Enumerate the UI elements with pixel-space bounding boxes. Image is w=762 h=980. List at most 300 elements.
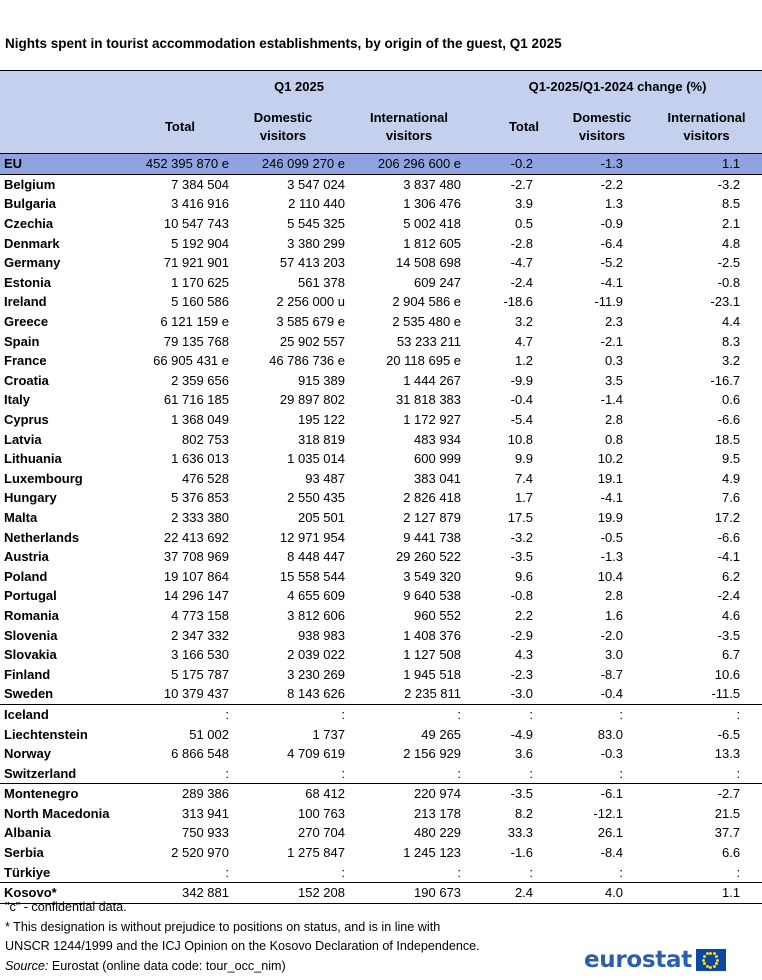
cell-domestic: 1 737 <box>312 726 345 742</box>
cell-change-domestic: 2.3 <box>604 314 624 330</box>
cell-change-domestic: -5.2 <box>600 255 624 271</box>
cell-domestic: 4 655 609 <box>287 588 345 604</box>
cell-change-international: 0.6 <box>721 392 741 408</box>
table-row <box>0 390 762 410</box>
table-row <box>0 684 762 704</box>
cell-international: 960 552 <box>414 607 462 623</box>
cell-international: 1 172 927 <box>403 412 462 428</box>
cell-domestic: 2 550 435 <box>287 490 345 506</box>
row-label: Malta <box>4 509 38 525</box>
cell-change-international: 6.6 <box>721 845 741 861</box>
cell-domestic: 46 786 736 e <box>269 353 345 369</box>
cell-domestic: 3 380 299 <box>287 235 345 251</box>
cell-change-total: -3.2 <box>510 529 534 545</box>
cell-domestic: 915 389 <box>298 372 345 388</box>
row-label: North Macedonia <box>4 805 110 821</box>
table-row <box>0 784 762 804</box>
table-row <box>0 214 762 234</box>
table-row <box>0 744 762 764</box>
cell-international: 1 812 605 <box>403 235 462 251</box>
row-label: Ireland <box>4 294 47 310</box>
table-row <box>0 410 762 430</box>
row-label: Montenegro <box>0 784 125 804</box>
row-label: Cyprus <box>4 412 49 428</box>
cell-change-domestic: 1.3 <box>604 196 624 212</box>
cell-domestic: 195 122 <box>298 412 345 428</box>
cell-domestic: 93 487 <box>305 470 345 486</box>
cell-international: 3 837 480 <box>403 176 462 192</box>
table-row <box>0 823 762 843</box>
col-header-international: International visitors <box>353 101 473 154</box>
table-row <box>0 843 762 863</box>
flag-star-icon <box>715 955 718 958</box>
cell-domestic: 3 547 024 <box>287 176 345 192</box>
cell-total: 6 866 548 <box>171 746 229 762</box>
cell-change-total: -4.9 <box>510 726 534 742</box>
cell-change-international: 21.5 <box>714 805 741 821</box>
cell-change-domestic: -8.4 <box>600 845 624 861</box>
cell-change-international: -6.6 <box>717 412 741 428</box>
row-label: Portugal <box>4 588 57 604</box>
cell-change-total: 8.2 <box>514 805 534 821</box>
cell-domestic: 15 558 544 <box>279 568 345 584</box>
cell-total: 5 160 586 <box>171 294 229 310</box>
row-label: Luxembourg <box>4 470 83 486</box>
cell-change-domestic: 26.1 <box>597 825 624 841</box>
cell-domestic: 318 819 <box>298 431 345 447</box>
cell-domestic: 561 378 <box>298 274 345 290</box>
table-row <box>0 449 762 469</box>
cell-change-domestic: -2.1 <box>600 333 624 349</box>
row-label: Austria <box>4 549 49 565</box>
cell-change-international: 13.3 <box>714 746 741 762</box>
cell-change-international: : <box>736 765 741 781</box>
cell-international: 383 041 <box>414 470 462 486</box>
cell-change-total: -3.5 <box>473 784 553 804</box>
cell-change-international: 6.7 <box>721 647 741 663</box>
cell-change-domestic: 0.8 <box>604 431 624 447</box>
cell-change-domestic: -1.3 <box>553 154 651 175</box>
cell-change-domestic: -2.0 <box>600 627 624 643</box>
cell-change-international: -6.5 <box>717 726 741 742</box>
cell-change-total: -2.7 <box>510 176 534 192</box>
cell-change-domestic: -1.3 <box>600 549 624 565</box>
cell-domestic: 3 585 679 e <box>276 314 345 330</box>
cell-domestic: 2 110 440 <box>288 196 345 212</box>
row-label: EU <box>0 154 125 175</box>
cell-change-domestic: 4.0 <box>553 882 651 903</box>
cell-change-domestic: -4.1 <box>600 490 624 506</box>
cell-international: 31 818 383 <box>395 392 462 408</box>
cell-domestic: 152 208 <box>235 882 353 903</box>
cell-change-total: 4.7 <box>514 333 534 349</box>
cell-change-total: 4.3 <box>514 647 534 663</box>
cell-change-domestic: 19.9 <box>597 509 624 525</box>
cell-change-domestic: : <box>553 704 651 724</box>
cell-change-international: 4.9 <box>721 470 741 486</box>
cell-change-international: 4.8 <box>721 235 741 251</box>
cell-domestic: 2 039 022 <box>287 647 345 663</box>
cell-international: 480 229 <box>414 825 462 841</box>
cell-change-total: 9.6 <box>514 568 534 584</box>
cell-international: 2 904 586 e <box>392 294 462 310</box>
cell-international: 3 549 320 <box>403 568 462 584</box>
cell-change-international: -0.8 <box>717 274 741 290</box>
cell-total: 71 921 901 <box>163 255 229 271</box>
cell-international: 609 247 <box>414 274 462 290</box>
cell-domestic: : <box>341 765 345 781</box>
table-title: Nights spent in tourist accommodation establishments, by origin of the guest, Q1 2025 <box>5 36 562 51</box>
header-group-q1-2025: Q1 2025 <box>125 71 473 102</box>
row-label: Germany <box>4 255 61 271</box>
row-label: Latvia <box>4 431 42 447</box>
cell-change-international: 17.2 <box>714 509 741 525</box>
table-row <box>0 527 762 547</box>
cell-change-international: 4.4 <box>721 314 741 330</box>
table-row <box>0 566 762 586</box>
row-label: Slovakia <box>4 647 57 663</box>
cell-total: 5 175 787 <box>171 666 229 682</box>
table-row <box>0 804 762 824</box>
cell-domestic: 68 412 <box>235 784 353 804</box>
cell-total: 750 933 <box>182 825 229 841</box>
row-label: Italy <box>4 392 31 408</box>
cell-international: 1 127 508 <box>403 647 462 663</box>
cell-change-domestic: 0.3 <box>604 353 624 369</box>
row-label: Croatia <box>4 372 49 388</box>
cell-change-international: -23.1 <box>710 294 741 310</box>
cell-change-domestic: -0.5 <box>600 529 624 545</box>
cell-change-total: -5.4 <box>510 412 534 428</box>
cell-change-domestic: 83.0 <box>597 726 624 742</box>
eurostat-logo <box>584 945 726 975</box>
flag-star-icon <box>715 962 718 965</box>
cell-change-international: -2.7 <box>651 784 762 804</box>
cell-change-international: 10.6 <box>714 666 741 682</box>
cell-total: 51 002 <box>189 726 229 742</box>
table-row <box>0 292 762 312</box>
cell-change-total: -1.6 <box>510 845 534 861</box>
cell-change-total: 3.2 <box>514 314 534 330</box>
row-label: Sweden <box>4 686 54 702</box>
cell-domestic: 8 448 447 <box>287 549 345 565</box>
cell-change-total: -0.8 <box>510 588 534 604</box>
cell-domestic: 5 545 325 <box>287 216 345 232</box>
col-header-change-total: Total <box>473 101 553 154</box>
cell-change-domestic: -2.2 <box>600 176 624 192</box>
cell-change-total: 10.8 <box>507 431 534 447</box>
row-label: Denmark <box>4 235 60 251</box>
cell-total: 476 528 <box>182 470 229 486</box>
row-label: Lithuania <box>4 451 62 467</box>
cell-change-total: -0.4 <box>510 392 534 408</box>
cell-change-total: 9.9 <box>514 451 534 467</box>
cell-change-domestic: 3.5 <box>604 372 624 388</box>
row-label: Finland <box>4 666 51 682</box>
col-header-change-international: International visitors <box>651 101 762 154</box>
cell-change-domestic: -1.4 <box>600 392 624 408</box>
cell-international: 483 934 <box>414 431 462 447</box>
cell-change-total: -9.9 <box>510 372 534 388</box>
cell-change-international: -3.2 <box>717 176 741 192</box>
row-label: Norway <box>4 746 51 762</box>
cell-change-international: -6.6 <box>717 529 741 545</box>
table-row <box>0 704 762 724</box>
cell-total: 1 636 013 <box>171 451 229 467</box>
cell-total: 10 547 743 <box>163 216 229 232</box>
cell-international: 600 999 <box>414 451 462 467</box>
cell-international: 2 235 811 <box>404 686 462 702</box>
cell-change-international: 8.5 <box>721 196 741 212</box>
row-label: Bulgaria <box>4 196 57 212</box>
cell-total: 66 905 431 e <box>153 353 229 369</box>
cell-international: 20 118 695 e <box>386 353 462 369</box>
cell-change-domestic: 10.2 <box>597 451 624 467</box>
cell-total: 1 368 049 <box>171 412 229 428</box>
row-label: Romania <box>4 607 59 623</box>
cell-change-domestic: -0.3 <box>600 746 624 762</box>
cell-international: 1 306 476 <box>403 196 462 212</box>
cell-change-total: : <box>473 704 553 724</box>
cell-total: 3 166 530 <box>171 647 229 663</box>
row-label: Poland <box>4 568 48 584</box>
cell-change-domestic: 3.0 <box>604 647 624 663</box>
table-row <box>0 586 762 606</box>
row-label: Spain <box>4 333 40 349</box>
cell-international: 2 826 418 <box>403 490 462 506</box>
footnote-kosovo-2: UNSCR 1244/1999 and the ICJ Opinion on the Kosovo Declaration of Independence. <box>5 939 480 953</box>
cell-change-international: -4.1 <box>717 549 741 565</box>
cell-international: : <box>457 864 462 880</box>
cell-change-total: 3.9 <box>514 196 534 212</box>
flag-star-icon <box>709 966 712 969</box>
header-group-change: Q1-2025/Q1-2024 change (%) <box>473 71 762 102</box>
table-body <box>0 154 762 904</box>
row-label: Greece <box>4 314 49 330</box>
cell-change-domestic: -11.9 <box>594 294 624 310</box>
cell-international: 206 296 600 e <box>353 154 473 175</box>
row-label: France <box>4 353 47 369</box>
row-label: Albania <box>4 825 51 841</box>
cell-total: 37 708 969 <box>163 549 229 565</box>
cell-total: 2 520 970 <box>171 845 229 861</box>
table-row <box>0 154 762 175</box>
cell-total: : <box>225 864 229 880</box>
statistics-table <box>0 70 762 904</box>
footnotes <box>5 898 480 976</box>
cell-change-total: -18.6 <box>503 294 534 310</box>
cell-total: 313 941 <box>182 805 229 821</box>
cell-international: 190 673 <box>353 882 473 903</box>
cell-change-total: 17.5 <box>507 509 534 525</box>
cell-domestic: 12 971 954 <box>279 529 345 545</box>
cell-change-domestic: 19.1 <box>597 470 624 486</box>
source-text: Eurostat (online data code: tour_occ_nim) <box>48 958 286 973</box>
cell-change-domestic: -6.1 <box>553 784 651 804</box>
cell-domestic: 1 035 014 <box>287 451 345 467</box>
table-row <box>0 273 762 293</box>
cell-domestic: 246 099 270 e <box>235 154 353 175</box>
logo-text: eurostat <box>584 947 692 973</box>
cell-total: 3 416 916 <box>171 196 229 212</box>
cell-domestic: 1 275 847 <box>287 845 345 861</box>
cell-change-total: 1.7 <box>514 490 534 506</box>
flag-star-icon <box>709 952 712 955</box>
cell-change-total: -3.5 <box>510 549 534 565</box>
cell-change-total: -2.8 <box>510 235 534 251</box>
cell-total: 6 121 159 e <box>160 314 229 330</box>
table-row <box>0 371 762 391</box>
table-row <box>0 645 762 665</box>
cell-change-total: 2.4 <box>473 882 553 903</box>
cell-international: 9 441 738 <box>403 529 462 545</box>
table-row <box>0 508 762 528</box>
cell-change-international: 18.5 <box>714 431 741 447</box>
row-label: Liechtenstein <box>4 726 88 742</box>
cell-total: 802 753 <box>182 431 229 447</box>
cell-domestic: : <box>341 864 345 880</box>
table-row <box>0 625 762 645</box>
cell-total: 1 170 625 <box>171 274 229 290</box>
table-row <box>0 606 762 626</box>
cell-total: 4 773 158 <box>171 607 229 623</box>
table-row <box>0 488 762 508</box>
row-label: Slovenia <box>4 627 58 643</box>
cell-international: 2 535 480 e <box>392 314 462 330</box>
cell-domestic: 3 230 269 <box>287 666 345 682</box>
cell-change-international: -2.5 <box>717 255 741 271</box>
row-label: Hungary <box>4 490 57 506</box>
flag-star-icon <box>706 965 709 968</box>
row-label: Netherlands <box>4 529 80 545</box>
cell-total: 5 192 904 <box>171 235 229 251</box>
cell-change-international: 1.1 <box>651 154 762 175</box>
cell-domestic: 25 902 557 <box>279 333 345 349</box>
table-row <box>0 664 762 684</box>
table-row <box>0 724 762 744</box>
cell-international: 1 444 267 <box>403 372 462 388</box>
cell-change-international: 1.1 <box>651 882 762 903</box>
cell-international: 1 945 518 <box>403 666 462 682</box>
cell-change-domestic: : <box>619 765 624 781</box>
cell-change-total: -0.2 <box>473 154 553 175</box>
cell-international: 2 127 879 <box>403 509 462 525</box>
cell-total: 2 333 380 <box>171 509 229 525</box>
row-label: Serbia <box>4 845 44 861</box>
cell-change-international: : <box>651 704 762 724</box>
cell-change-international: 37.7 <box>714 825 741 841</box>
cell-change-domestic: -6.4 <box>600 235 624 251</box>
table-row <box>0 763 762 783</box>
cell-total: 14 296 147 <box>163 588 229 604</box>
cell-domestic: 2 256 000 u <box>276 294 345 310</box>
cell-domestic: : <box>235 704 353 724</box>
cell-change-total: 1.2 <box>514 353 534 369</box>
cell-change-total: -4.7 <box>510 255 534 271</box>
cell-international: 1 408 376 <box>403 627 462 643</box>
cell-domestic: 4 709 619 <box>287 746 345 762</box>
cell-international: 53 233 211 <box>396 333 462 349</box>
cell-change-international: 9.5 <box>721 451 741 467</box>
cell-change-domestic: 2.8 <box>604 412 624 428</box>
col-header-change-domestic: Domestic visitors <box>553 101 651 154</box>
cell-domestic: 57 413 203 <box>279 255 345 271</box>
row-label: Belgium <box>4 176 56 192</box>
row-label: Estonia <box>4 274 51 290</box>
cell-change-domestic: 1.6 <box>604 607 624 623</box>
cell-change-total: 33.3 <box>507 825 534 841</box>
cell-change-international: -2.4 <box>717 588 741 604</box>
cell-change-total: : <box>529 864 534 880</box>
row-label: Czechia <box>4 216 54 232</box>
cell-international: 14 508 698 <box>395 255 462 271</box>
cell-domestic: 205 501 <box>298 509 345 525</box>
row-label: Kosovo* <box>0 882 125 903</box>
table-row <box>0 547 762 567</box>
cell-change-domestic: -0.9 <box>600 216 624 232</box>
cell-change-total: 7.4 <box>514 470 534 486</box>
cell-change-total: -3.0 <box>510 686 534 702</box>
source-label: Source: <box>5 958 49 973</box>
cell-domestic: 270 704 <box>298 825 345 841</box>
cell-total: : <box>225 765 229 781</box>
table-row <box>0 233 762 253</box>
table-row <box>0 429 762 449</box>
cell-change-international: 2.1 <box>721 216 741 232</box>
cell-change-international: 4.6 <box>721 607 741 623</box>
cell-change-total: 0.5 <box>514 216 534 232</box>
cell-change-total: -2.3 <box>510 666 534 682</box>
cell-domestic: 29 897 802 <box>279 392 345 408</box>
table-row <box>0 469 762 489</box>
cell-change-international: 3.2 <box>721 353 741 369</box>
cell-international: : <box>457 765 462 781</box>
flag-star-icon <box>713 965 716 968</box>
table-header <box>0 71 762 154</box>
cell-change-domestic: -4.1 <box>600 274 624 290</box>
cell-international: : <box>353 704 473 724</box>
footnote-confidential: "c" - confidential data. <box>5 900 127 914</box>
cell-total: 61 716 185 <box>163 392 229 408</box>
cell-change-total: -2.4 <box>510 274 534 290</box>
cell-total: 79 135 768 <box>163 333 229 349</box>
cell-international: 9 640 538 <box>403 588 462 604</box>
cell-change-total: 3.6 <box>514 746 534 762</box>
table-row <box>0 174 762 194</box>
cell-change-international: -11.5 <box>711 686 741 702</box>
cell-change-total: -2.9 <box>510 627 534 643</box>
cell-international: 2 156 929 <box>403 746 462 762</box>
flag-star-icon <box>702 959 705 962</box>
cell-total: 10 379 437 <box>163 686 229 702</box>
table-row <box>0 253 762 273</box>
row-label: Türkiye <box>4 864 51 880</box>
cell-total: : <box>125 704 235 724</box>
cell-international: 5 002 418 <box>403 216 462 232</box>
cell-domestic: 3 812 606 <box>287 607 345 623</box>
cell-change-total: : <box>529 765 534 781</box>
cell-domestic: 8 143 626 <box>287 686 345 702</box>
table-row <box>0 351 762 371</box>
cell-total: 19 107 864 <box>163 568 229 584</box>
cell-total: 342 881 <box>125 882 235 903</box>
eu-flag-icon <box>696 949 726 971</box>
cell-total: 2 347 332 <box>171 627 229 643</box>
footnote-kosovo-1: * This designation is without prejudice to positions on status, and is in line with <box>5 919 441 934</box>
cell-international: 29 260 522 <box>395 549 462 565</box>
cell-change-international: -3.5 <box>717 627 741 643</box>
cell-total: 7 384 504 <box>171 176 229 192</box>
